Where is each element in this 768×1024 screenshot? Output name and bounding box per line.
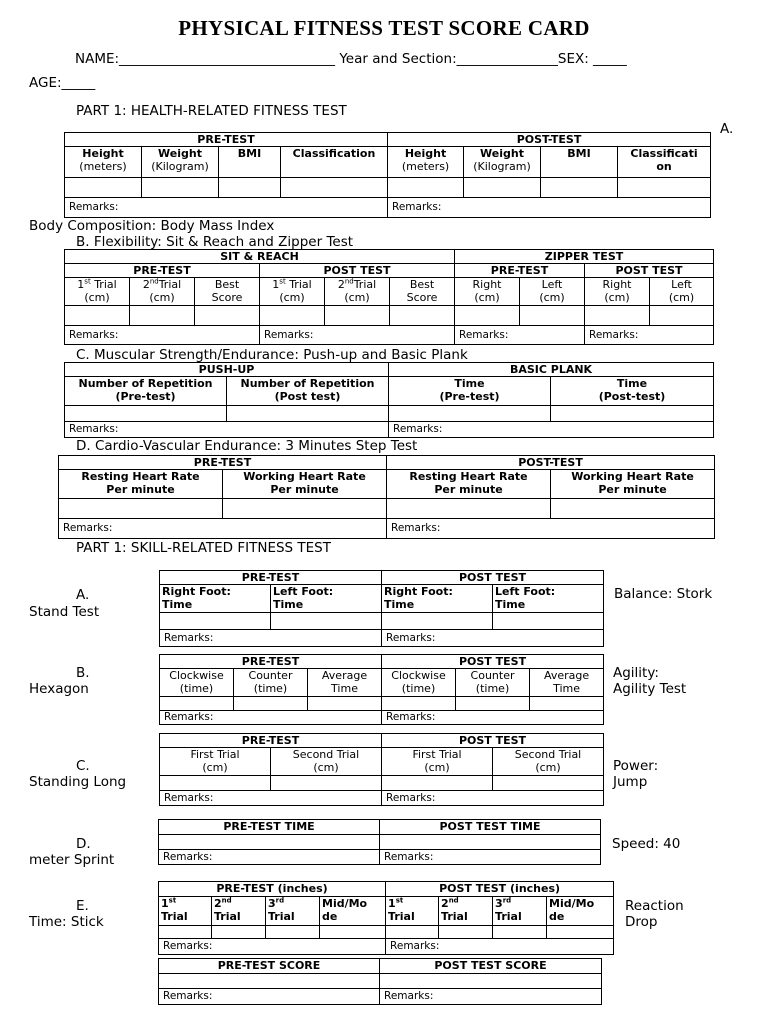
input-cell[interactable] — [160, 776, 271, 791]
skill-b-side2: Agility Test — [613, 681, 687, 697]
input-cell[interactable] — [547, 926, 614, 939]
remarks[interactable]: Remarks: — [382, 791, 604, 806]
jump-pre-1: First Trial (cm) — [160, 748, 271, 776]
remarks[interactable]: Remarks: — [160, 791, 382, 806]
remarks[interactable]: Remarks: — [59, 519, 387, 539]
remarks[interactable]: Remarks: — [65, 326, 260, 345]
stick-post: POST TEST (inches) — [386, 882, 614, 897]
cardio-post-working: Working Heart Rate Per minute — [551, 470, 715, 499]
plank-post: Time (Post-test) — [551, 377, 714, 406]
input-cell[interactable] — [260, 306, 325, 326]
remarks[interactable]: Remarks: — [389, 422, 714, 438]
stick-pre-score: PRE-TEST SCORE — [159, 959, 380, 974]
jump-post-2: Second Trial (cm) — [493, 748, 604, 776]
sprint-post-time: POST TEST TIME — [380, 820, 601, 835]
stork-post-right: Right Foot: Time — [382, 585, 493, 613]
input-cell[interactable] — [65, 178, 142, 198]
stick-pre-t1: 1st Trial — [159, 897, 212, 926]
input-cell[interactable] — [520, 306, 585, 326]
stick-pre-t3: 3rd Trial — [266, 897, 320, 926]
jump-pre-2: Second Trial (cm) — [271, 748, 382, 776]
cardio-pre: PRE-TEST — [59, 456, 387, 470]
remarks[interactable]: Remarks: — [260, 326, 455, 345]
hexagon-table — [159, 654, 604, 725]
stick-pre-t2: 2nd Trial — [212, 897, 266, 926]
section-d-title: D. Cardio-Vascular Endurance: 3 Minutes Step Test — [76, 438, 418, 454]
flexibility-table — [64, 249, 714, 345]
stick-post-t3: 3rd Trial — [493, 897, 547, 926]
input-cell[interactable] — [223, 499, 387, 519]
bmi-pre-weight: Weight (Kilogram) — [142, 147, 219, 178]
input-cell[interactable] — [159, 974, 380, 989]
part1-heading: PART 1: HEALTH-RELATED FITNESS TEST — [76, 103, 347, 119]
hex-pre-cw: Clockwise (time) — [160, 669, 234, 697]
skill-c-label: Standing Long — [29, 774, 127, 790]
hex-post-ccw: Counter (time) — [456, 669, 530, 697]
part2-heading: PART 1: SKILL-RELATED FITNESS TEST — [76, 540, 331, 556]
cardio-post: POST-TEST — [387, 456, 715, 470]
input-cell[interactable] — [59, 499, 223, 519]
input-cell[interactable] — [530, 697, 604, 711]
input-cell[interactable] — [159, 926, 212, 939]
sit-reach-header: SIT & REACH — [65, 250, 455, 264]
remarks[interactable]: Remarks: — [455, 326, 585, 345]
input-cell[interactable] — [212, 926, 266, 939]
skill-c-letter: C. — [76, 758, 90, 774]
remarks[interactable]: Remarks: — [65, 422, 389, 438]
input-cell[interactable] — [195, 306, 260, 326]
hex-pre: PRE-TEST — [160, 655, 382, 669]
bmi-pre-class: Classification — [281, 147, 388, 178]
pushup-header: PUSH-UP — [65, 363, 389, 377]
bmi-table — [64, 132, 711, 218]
remarks[interactable]: Remarks: — [388, 198, 711, 218]
input-cell[interactable] — [266, 926, 320, 939]
skill-d-side: Speed: 40 — [612, 836, 681, 852]
zip-pre-left: Left (cm) — [520, 278, 585, 306]
remarks[interactable]: Remarks: — [380, 850, 601, 865]
input-cell[interactable] — [142, 178, 219, 198]
input-cell[interactable] — [159, 835, 380, 850]
zipper-header: ZIPPER TEST — [455, 250, 714, 264]
skill-b-side1: Agility: — [613, 665, 659, 681]
sr-post-best: Best Score — [390, 278, 455, 306]
remarks[interactable]: Remarks: — [159, 939, 386, 955]
remarks[interactable]: Remarks: — [387, 519, 715, 539]
remarks[interactable]: Remarks: — [159, 989, 380, 1005]
sr-pre: PRE-TEST — [65, 264, 260, 278]
input-cell[interactable] — [493, 926, 547, 939]
skill-a-label: Stand Test — [29, 604, 100, 620]
input-cell[interactable] — [390, 306, 455, 326]
stork-post: POST TEST — [382, 571, 604, 585]
sr-pre-t1: 1st Trial (cm) — [65, 278, 130, 306]
input-cell[interactable] — [493, 613, 604, 630]
input-cell[interactable] — [65, 306, 130, 326]
stork-post-left: Left Foot: Time — [493, 585, 604, 613]
input-cell[interactable] — [65, 406, 227, 422]
input-cell[interactable] — [456, 697, 530, 711]
cardio-post-resting: Resting Heart Rate Per minute — [387, 470, 551, 499]
skill-d-letter: D. — [76, 836, 91, 852]
remarks[interactable]: Remarks: — [65, 198, 388, 218]
stork-pre-left: Left Foot: Time — [271, 585, 382, 613]
jump-post: POST TEST — [382, 734, 604, 748]
skill-b-label: Hexagon — [29, 681, 89, 697]
input-cell[interactable] — [551, 406, 714, 422]
input-cell[interactable] — [219, 178, 281, 198]
skill-d-label: meter Sprint — [29, 852, 115, 868]
skill-e-side1: Reaction — [625, 898, 684, 914]
input-cell[interactable] — [455, 306, 520, 326]
bmi-pre-height: Height (meters) — [65, 147, 142, 178]
bmi-post-weight: Weight (Kilogram) — [464, 147, 541, 178]
section-c-title: C. Muscular Strength/Endurance: Push-up and Basic Plank — [76, 347, 468, 363]
input-cell[interactable] — [308, 697, 382, 711]
stick-post-score: POST TEST SCORE — [380, 959, 602, 974]
section-a-marker: A. — [720, 121, 734, 137]
sr-pre-best: Best Score — [195, 278, 260, 306]
input-cell[interactable] — [439, 926, 493, 939]
input-cell[interactable] — [551, 499, 715, 519]
input-cell[interactable] — [386, 926, 439, 939]
input-cell[interactable] — [234, 697, 308, 711]
remarks[interactable]: Remarks: — [160, 711, 382, 725]
remarks[interactable]: Remarks: — [382, 630, 604, 647]
sprint-pre-time: PRE-TEST TIME — [159, 820, 380, 835]
input-cell[interactable] — [281, 178, 388, 198]
input-cell[interactable] — [493, 776, 604, 791]
stick-drop-table — [158, 881, 614, 955]
bmi-post-header: POST-TEST — [388, 133, 711, 147]
remarks[interactable]: Remarks: — [386, 939, 614, 955]
skill-e-letter: E. — [76, 898, 89, 914]
hex-pre-ccw: Counter (time) — [234, 669, 308, 697]
input-cell[interactable] — [382, 613, 493, 630]
zip-post: POST TEST — [585, 264, 714, 278]
jump-post-1: First Trial (cm) — [382, 748, 493, 776]
input-cell[interactable] — [160, 697, 234, 711]
input-cell[interactable] — [387, 499, 551, 519]
stick-post-t1: 1st Trial — [386, 897, 439, 926]
input-cell[interactable] — [650, 306, 714, 326]
skill-e-label: Time: Stick — [29, 914, 104, 930]
cardio-pre-resting: Resting Heart Rate Per minute — [59, 470, 223, 499]
input-cell[interactable] — [271, 613, 382, 630]
sprint-table — [158, 819, 601, 865]
sr-post: POST TEST — [260, 264, 455, 278]
age-line: AGE:_____ — [29, 75, 96, 91]
skill-e-side2: Drop — [625, 914, 658, 930]
section-a-title: Body Composition: Body Mass Index — [29, 218, 275, 234]
stick-pre-mid: Mid/Mo de — [320, 897, 386, 926]
skill-b-letter: B. — [76, 665, 90, 681]
stick-score-table — [158, 958, 602, 1005]
bmi-pre-header: PRE-TEST — [65, 133, 388, 147]
plank-header: BASIC PLANK — [389, 363, 714, 377]
bmi-post-height: Height (meters) — [388, 147, 464, 178]
input-cell[interactable] — [585, 306, 650, 326]
remarks[interactable]: Remarks: — [380, 989, 602, 1005]
plank-pre: Time (Pre-test) — [389, 377, 551, 406]
stork-pre: PRE-TEST — [160, 571, 382, 585]
stick-pre: PRE-TEST (inches) — [159, 882, 386, 897]
section-b-title: B. Flexibility: Sit & Reach and Zipper Test — [76, 234, 354, 250]
skill-a-side: Balance: Stork — [614, 586, 713, 602]
input-cell[interactable] — [382, 697, 456, 711]
name-line: NAME:________________________________ Year and Section:_______________SEX: _____ — [75, 51, 627, 67]
input-cell[interactable] — [464, 178, 541, 198]
zip-pre-right: Right (cm) — [455, 278, 520, 306]
skill-c-side1: Power: — [613, 758, 659, 774]
cardio-table — [58, 455, 715, 539]
skill-c-side2: Jump — [613, 774, 648, 790]
bmi-post-class: Classificati on — [618, 147, 711, 178]
input-cell[interactable] — [389, 406, 551, 422]
input-cell[interactable] — [541, 178, 618, 198]
zip-pre: PRE-TEST — [455, 264, 585, 278]
page-title: PHYSICAL FITNESS TEST SCORE CARD — [178, 16, 590, 40]
skill-a-letter: A. — [76, 587, 90, 603]
sr-post-t1: 1st Trial (cm) — [260, 278, 325, 306]
remarks[interactable]: Remarks: — [382, 711, 604, 725]
input-cell[interactable] — [325, 306, 390, 326]
stork-table — [159, 570, 604, 647]
cardio-pre-working: Working Heart Rate Per minute — [223, 470, 387, 499]
input-cell[interactable] — [382, 776, 493, 791]
bmi-pre-bmi: BMI — [219, 147, 281, 178]
input-cell[interactable] — [618, 178, 711, 198]
sr-pre-t2: 2ndTrial (cm) — [130, 278, 195, 306]
remarks[interactable]: Remarks: — [160, 630, 382, 647]
long-jump-table — [159, 733, 604, 806]
input-cell[interactable] — [160, 613, 271, 630]
remarks[interactable]: Remarks: — [585, 326, 714, 345]
hex-post-cw: Clockwise (time) — [382, 669, 456, 697]
remarks[interactable]: Remarks: — [159, 850, 380, 865]
input-cell[interactable] — [380, 835, 601, 850]
stick-post-t2: 2nd Trial — [439, 897, 493, 926]
hex-post: POST TEST — [382, 655, 604, 669]
zip-post-right: Right (cm) — [585, 278, 650, 306]
pushup-pre: Number of Repetition (Pre-test) — [65, 377, 227, 406]
sr-post-t2: 2ndTrial (cm) — [325, 278, 390, 306]
input-cell[interactable] — [130, 306, 195, 326]
hex-pre-avg: Average Time — [308, 669, 382, 697]
input-cell[interactable] — [380, 974, 602, 989]
input-cell[interactable] — [271, 776, 382, 791]
pushup-post: Number of Repetition (Post test) — [227, 377, 389, 406]
pushup-plank-table — [64, 362, 714, 438]
jump-pre: PRE-TEST — [160, 734, 382, 748]
zip-post-left: Left (cm) — [650, 278, 714, 306]
input-cell[interactable] — [388, 178, 464, 198]
input-cell[interactable] — [320, 926, 386, 939]
hex-post-avg: Average Time — [530, 669, 604, 697]
stick-post-mid: Mid/Mo de — [547, 897, 614, 926]
bmi-post-bmi: BMI — [541, 147, 618, 178]
input-cell[interactable] — [227, 406, 389, 422]
stork-pre-right: Right Foot: Time — [160, 585, 271, 613]
